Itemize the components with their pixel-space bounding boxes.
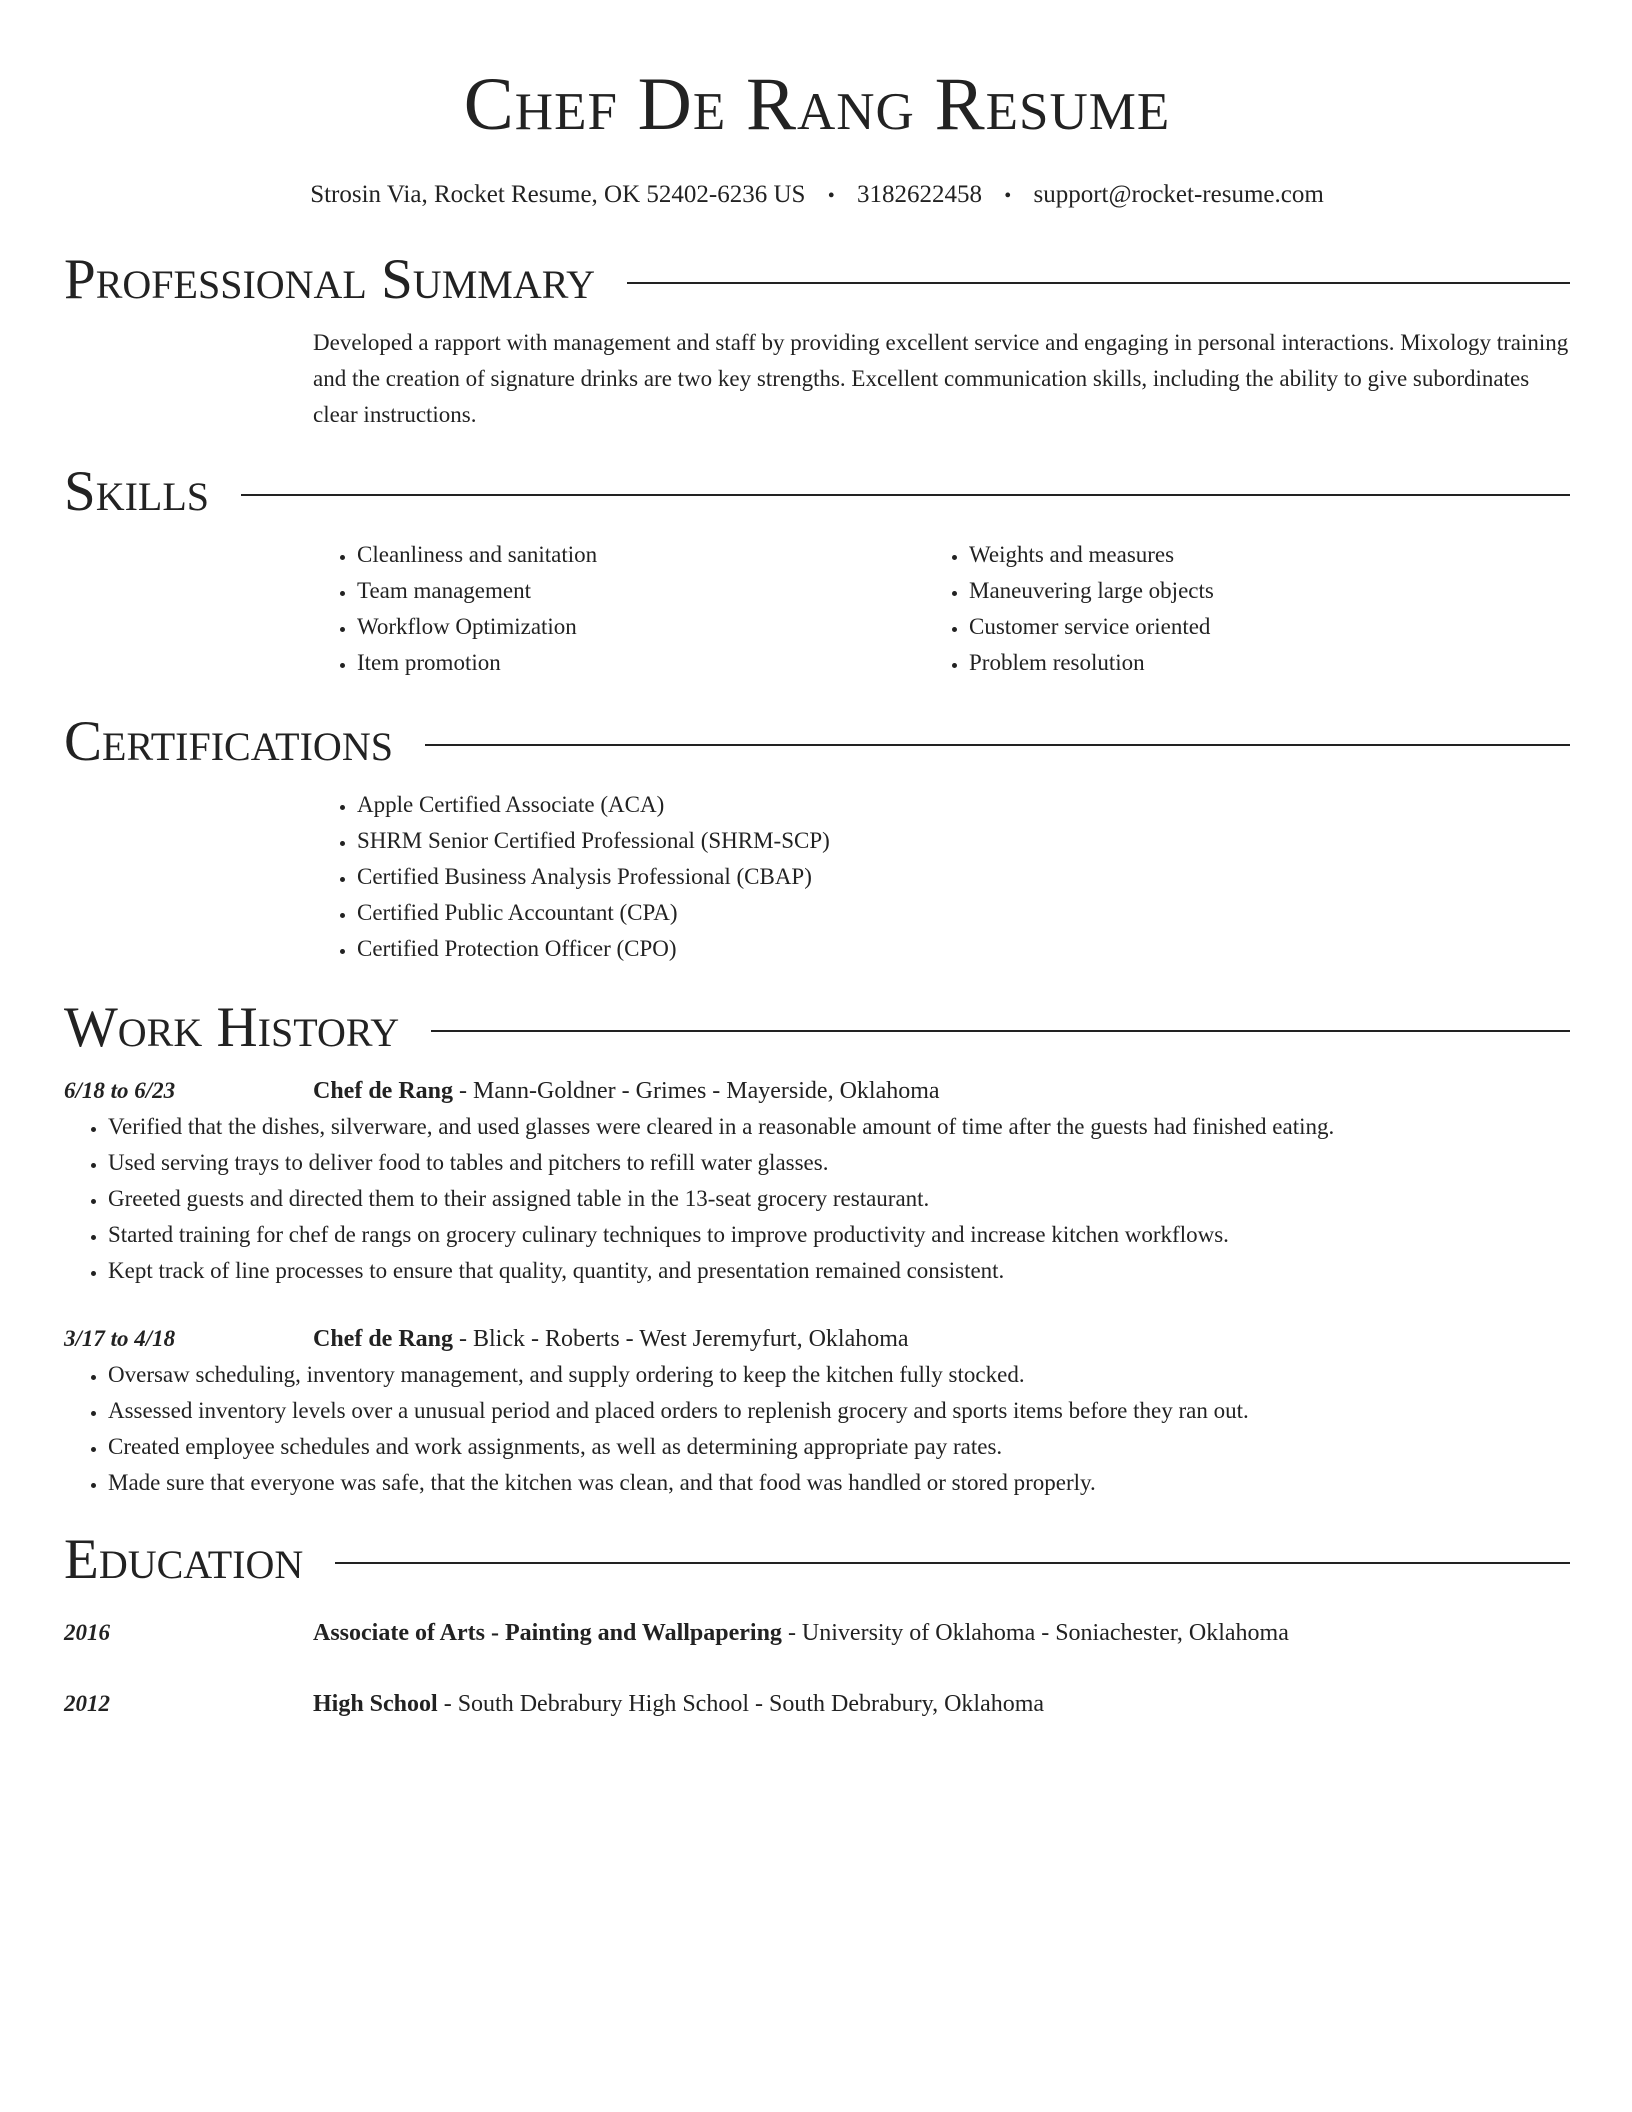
skill-item: • Item promotion (357, 645, 925, 681)
job-duty: • Started training for chef de rangs on grocery culinary techniques to improve productivity and increase kitchen workflows. (108, 1217, 1570, 1253)
certification-item: • Certified Public Accountant (CPA) (357, 895, 1570, 931)
skill-item: • Cleanliness and sanitation (357, 537, 925, 573)
work-history-section-header (64, 995, 1570, 1061)
skill-item: • Weights and measures (969, 537, 1570, 573)
certification-item: • Certified Business Analysis Professional (CBAP) (357, 859, 1570, 895)
job-duty: • Greeted guests and directed them to their assigned table in the 13-seat grocery restaurant. (108, 1181, 1570, 1217)
skills-heading: Skills (64, 460, 210, 523)
education-heading: Education (64, 1528, 304, 1591)
separator-dot: • (1004, 185, 1012, 207)
job-duty: • Assessed inventory levels over a unusual period and placed orders to replenish grocery and sports items before they ran out. (108, 1393, 1570, 1429)
summary-heading: Professional Summary (64, 248, 596, 311)
job-duty: • Used serving trays to deliver food to tables and pitchers to refill water glasses. (108, 1145, 1570, 1181)
email: support@rocket-resume.com (1033, 181, 1324, 208)
separator-dot: • (827, 185, 835, 207)
certifications-list (313, 787, 1570, 967)
education-section-header (64, 1527, 1570, 1593)
education-degree: High School (313, 1691, 438, 1717)
education-school: - South Debrabury High School - South Debrabury, Oklahoma (437, 1691, 1045, 1717)
job-entry (64, 1073, 1570, 1289)
certification-item: • SHRM Senior Certified Professional (SHRM-SCP) (357, 823, 1570, 859)
skill-item: • Workflow Optimization (357, 609, 925, 645)
skill-item: • Maneuvering large objects (969, 573, 1570, 609)
certifications-heading: Certifications (64, 710, 393, 773)
job-employer: - Blick - Roberts - West Jeremyfurt, Oklahoma (453, 1326, 909, 1352)
section-divider (241, 494, 1570, 496)
resume-title: Chef De Rang Resume (463, 63, 1171, 146)
job-dates: 6/18 to 6/23 (64, 1078, 176, 1103)
certifications-section-header (64, 709, 1570, 775)
education-entry (64, 1686, 1570, 1722)
section-divider (425, 744, 1570, 746)
skills-list (313, 537, 1570, 681)
education-degree: Associate of Arts - Painting and Wallpapering (313, 1620, 782, 1646)
summary-text: Developed a rapport with management and staff by providing excellent service and engaging in personal interactions. Mixology training and the creation of signature drinks are two key strengths. Excellent communication skills, including the ability to give subordinates clear instructions. (313, 330, 1569, 427)
skill-item: • Team management (357, 573, 925, 609)
job-title: Chef de Rang (313, 1078, 454, 1104)
phone: 3182622458 (856, 181, 982, 208)
job-title: Chef de Rang (313, 1326, 454, 1352)
job-dates: 3/17 to 4/18 (64, 1326, 176, 1351)
summary-section-header (64, 247, 1570, 313)
section-divider (335, 1562, 1570, 1564)
job-duty: • Oversaw scheduling, inventory management, and supply ordering to keep the kitchen fully stocked. (108, 1357, 1570, 1393)
job-title-line (313, 1321, 909, 1357)
job-duties (64, 1357, 1570, 1501)
job-duty: • Made sure that everyone was safe, that the kitchen was clean, and that food was handled or stored properly. (108, 1465, 1570, 1501)
job-title-line (313, 1073, 940, 1109)
job-duty: • Verified that the dishes, silverware, and used glasses were cleared in a reasonable amount of time after the guests had finished eating. (108, 1109, 1570, 1145)
contact-line (64, 180, 1570, 211)
education-line (313, 1615, 1289, 1651)
education-year: 2016 (64, 1620, 110, 1645)
section-divider (431, 1030, 1570, 1032)
job-duty: • Created employee schedules and work assignments, as well as determining appropriate pay rates. (108, 1429, 1570, 1465)
job-employer: - Mann-Goldner - Grimes - Mayerside, Oklahoma (453, 1078, 940, 1104)
job-duty: • Kept track of line processes to ensure that quality, quantity, and presentation remained consistent. (108, 1253, 1570, 1289)
certification-item: • Apple Certified Associate (ACA) (357, 787, 1570, 823)
skill-item: • Customer service oriented (969, 609, 1570, 645)
skills-section-header (64, 459, 1570, 525)
education-school: - University of Oklahoma - Soniachester, Oklahoma (781, 1620, 1289, 1646)
work-history-heading: Work History (64, 996, 400, 1059)
skills-right-column (925, 537, 1570, 681)
job-duties (64, 1109, 1570, 1289)
certification-item: • Certified Protection Officer (CPO) (357, 931, 1570, 967)
education-line (313, 1686, 1044, 1722)
education-year: 2012 (64, 1691, 110, 1716)
address: Strosin Via, Rocket Resume, OK 52402-6236 US (310, 181, 806, 208)
section-divider (627, 282, 1570, 284)
job-entry (64, 1321, 1570, 1501)
skills-left-column (313, 537, 925, 681)
education-entry (64, 1615, 1570, 1651)
skill-item: • Problem resolution (969, 645, 1570, 681)
